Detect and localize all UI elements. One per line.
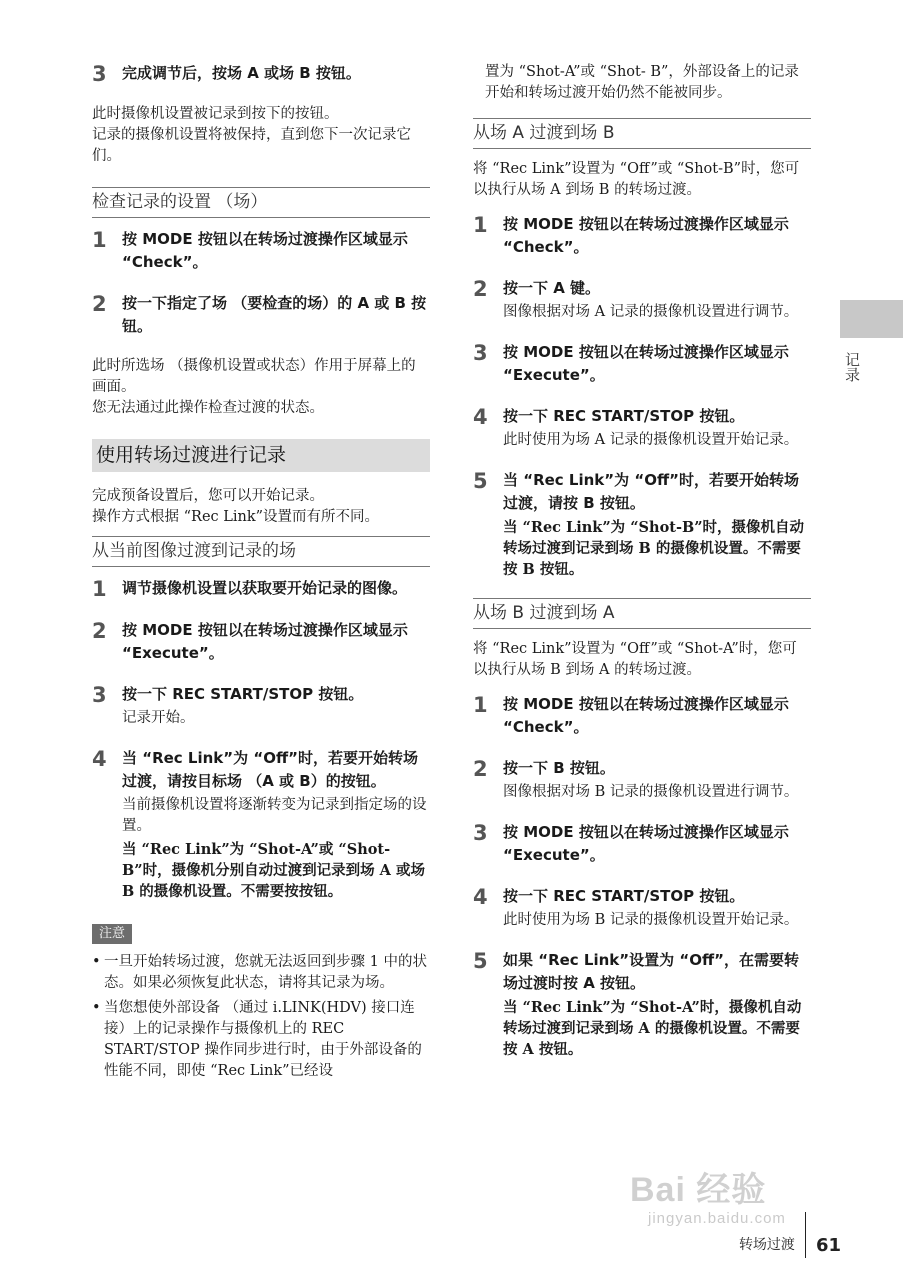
step-note-link: 当 “Rec Link”为 “Shot-B”时，摄像机自动转场过渡到记录到场 B 的摄像机设置。不需要按 B 按钮。 [503,519,805,578]
step-note: 记录开始。 [122,710,195,726]
step-number: 1 [473,213,488,237]
step-item [92,577,430,601]
step-item [92,228,430,274]
step-number: 5 [473,949,488,973]
chapter-label: 记录 [843,352,861,382]
step-number: 4 [473,885,488,909]
step-note: 此时使用为场 B 记录的摄像机设置开始记录。 [503,912,799,928]
step-text: 按 MODE 按钮以在转场过渡操作区域显示 “Check”。 [503,215,789,256]
check-paragraph: 此时所选场 （摄像机设置或状态）作用于屏幕上的画面。 您无法通过此操作检查过渡的状态。 [92,358,416,416]
step-number: 3 [92,683,107,707]
note-badge: 注意 [92,924,132,944]
step-item [92,619,430,665]
step-number: 3 [473,341,488,365]
a-to-b-steps [473,213,811,580]
step-text: 按 MODE 按钮以在转场过渡操作区域显示 “Execute”。 [503,343,789,384]
watermark-url: jingyan.baidu.com [648,1210,786,1227]
step-item [473,469,811,580]
step-note-link: 当 “Rec Link”为 “Shot-A”时，摄像机自动转场过渡到记录到场 A 的摄像机设置。不需要按 A 按钮。 [503,999,802,1058]
note-item: • 当您想使外部设备 （通过 i.LINK(HDV) 接口连接）上的记录操作与摄像机上的 REC START/STOP 操作同步进行时，由于外部设备的性能不同，即使 “Rec Link”已经设 [92,998,430,1082]
step-text: 调节摄像机设置以获取要开始记录的图像。 [122,579,408,597]
step-text: 按 MODE 按钮以在转场过渡操作区域显示 “Check”。 [122,230,408,271]
step-item [473,949,811,1060]
step-note-link: 当 “Rec Link”为 “Shot-A”或 “Shot-B”时，摄像机分别自动过渡到记录到场 A 或场 B 的摄像机设置。不需要按按钮。 [122,841,425,900]
section-heading: 使用转场过渡进行记录 [92,439,430,472]
right-column [473,62,811,1078]
step-number: 1 [473,693,488,717]
step-item [473,885,811,931]
notes-list [92,952,430,1082]
continued-paragraph: 置为 “Shot-A”或 “Shot- B”，外部设备上的记录开始和转场过渡开始仍然不能被同步。 [485,64,799,101]
step-item [473,213,811,259]
footer-divider [805,1212,806,1258]
step-text: 完成调节后，按场 A 或场 B 按钮。 [122,64,361,82]
step-text: 按一下 REC START/STOP 按钮。 [503,407,745,425]
page-number: 61 [815,1235,841,1256]
step-text: 当 “Rec Link”为 “Off”时，若要开始转场过渡，请按目标场 （A 或 B）的按钮。 [122,749,418,790]
b-to-a-paragraph: 将 “Rec Link”设置为 “Off”或 “Shot-A”时，您可以执行从场 B 到场 A 的转场过渡。 [473,641,797,678]
chapter-tab [840,300,903,338]
step-number: 2 [473,757,488,781]
a-to-b-paragraph: 将 “Rec Link”设置为 “Off”或 “Shot-B”时，您可以执行从场 A 到场 B 的转场过渡。 [473,161,800,198]
step-text: 按一下 A 键。 [503,279,601,297]
step-number: 2 [473,277,488,301]
step-number: 1 [92,577,107,601]
step-number: 2 [92,292,107,316]
intro-paragraph: 此时摄像机设置被记录到按下的按钮。 记录的摄像机设置将被保持，直到您下一次记录它们。 [92,106,411,164]
step-item [473,341,811,387]
step-text: 当 “Rec Link”为 “Off”时，若要开始转场过渡，请按 B 按钮。 [503,471,799,512]
step-note: 图像根据对场 A 记录的摄像机设置进行调节。 [503,304,799,320]
intro-step [92,62,430,86]
current-steps [92,577,430,902]
step-item [473,821,811,867]
step-text: 按 MODE 按钮以在转场过渡操作区域显示 “Execute”。 [503,823,789,864]
step-text: 按 MODE 按钮以在转场过渡操作区域显示 “Check”。 [503,695,789,736]
step-text: 按一下 REC START/STOP 按钮。 [503,887,745,905]
step-text: 如果 “Rec Link”设置为 “Off”，在需要转场过渡时按 A 按钮。 [503,951,799,992]
step-text: 按一下 B 按钮。 [503,759,615,777]
check-steps [92,228,430,338]
step-item [473,693,811,739]
step-number: 4 [92,747,107,771]
step-number: 4 [473,405,488,429]
b-to-a-steps [473,693,811,1060]
step-text: 按一下 REC START/STOP 按钮。 [122,685,364,703]
page-footer [739,1212,841,1258]
step-item [473,277,811,323]
step-item [473,757,811,803]
left-column [92,62,430,1086]
check-heading: 检查记录的设置 （场） [92,187,430,218]
a-to-b-heading: 从场 A 过渡到场 B [473,118,811,149]
step-number: 3 [473,821,488,845]
step-number: 2 [92,619,107,643]
note-item: • 一旦开始转场过渡，您就无法返回到步骤 1 中的状态。如果必须恢复此状态，请将其记录为场。 [92,952,430,994]
watermark-logo: Bai 经验 [630,1171,767,1209]
section-paragraph: 完成预备设置后，您可以开始记录。 操作方式根据 “Rec Link”设置而有所不同。 [92,488,380,525]
b-to-a-heading: 从场 B 过渡到场 A [473,598,811,629]
step-item [92,292,430,338]
step-note: 当前摄像机设置将逐渐转变为记录到指定场的设置。 [122,797,427,834]
step-number: 1 [92,228,107,252]
step-text: 按一下指定了场 （要检查的场）的 A 或 B 按钮。 [122,294,427,335]
footer-title: 转场过渡 [738,1237,795,1253]
step-note: 此时使用为场 A 记录的摄像机设置开始记录。 [503,432,799,448]
step-item [92,683,430,729]
step-item [473,405,811,451]
step-note: 图像根据对场 B 记录的摄像机设置进行调节。 [503,784,799,800]
current-heading: 从当前图像过渡到记录的场 [92,536,430,567]
step-number: 5 [473,469,488,493]
step-text: 按 MODE 按钮以在转场过渡操作区域显示 “Execute”。 [122,621,408,662]
step-number: 3 [92,62,107,86]
step-item [92,747,430,902]
